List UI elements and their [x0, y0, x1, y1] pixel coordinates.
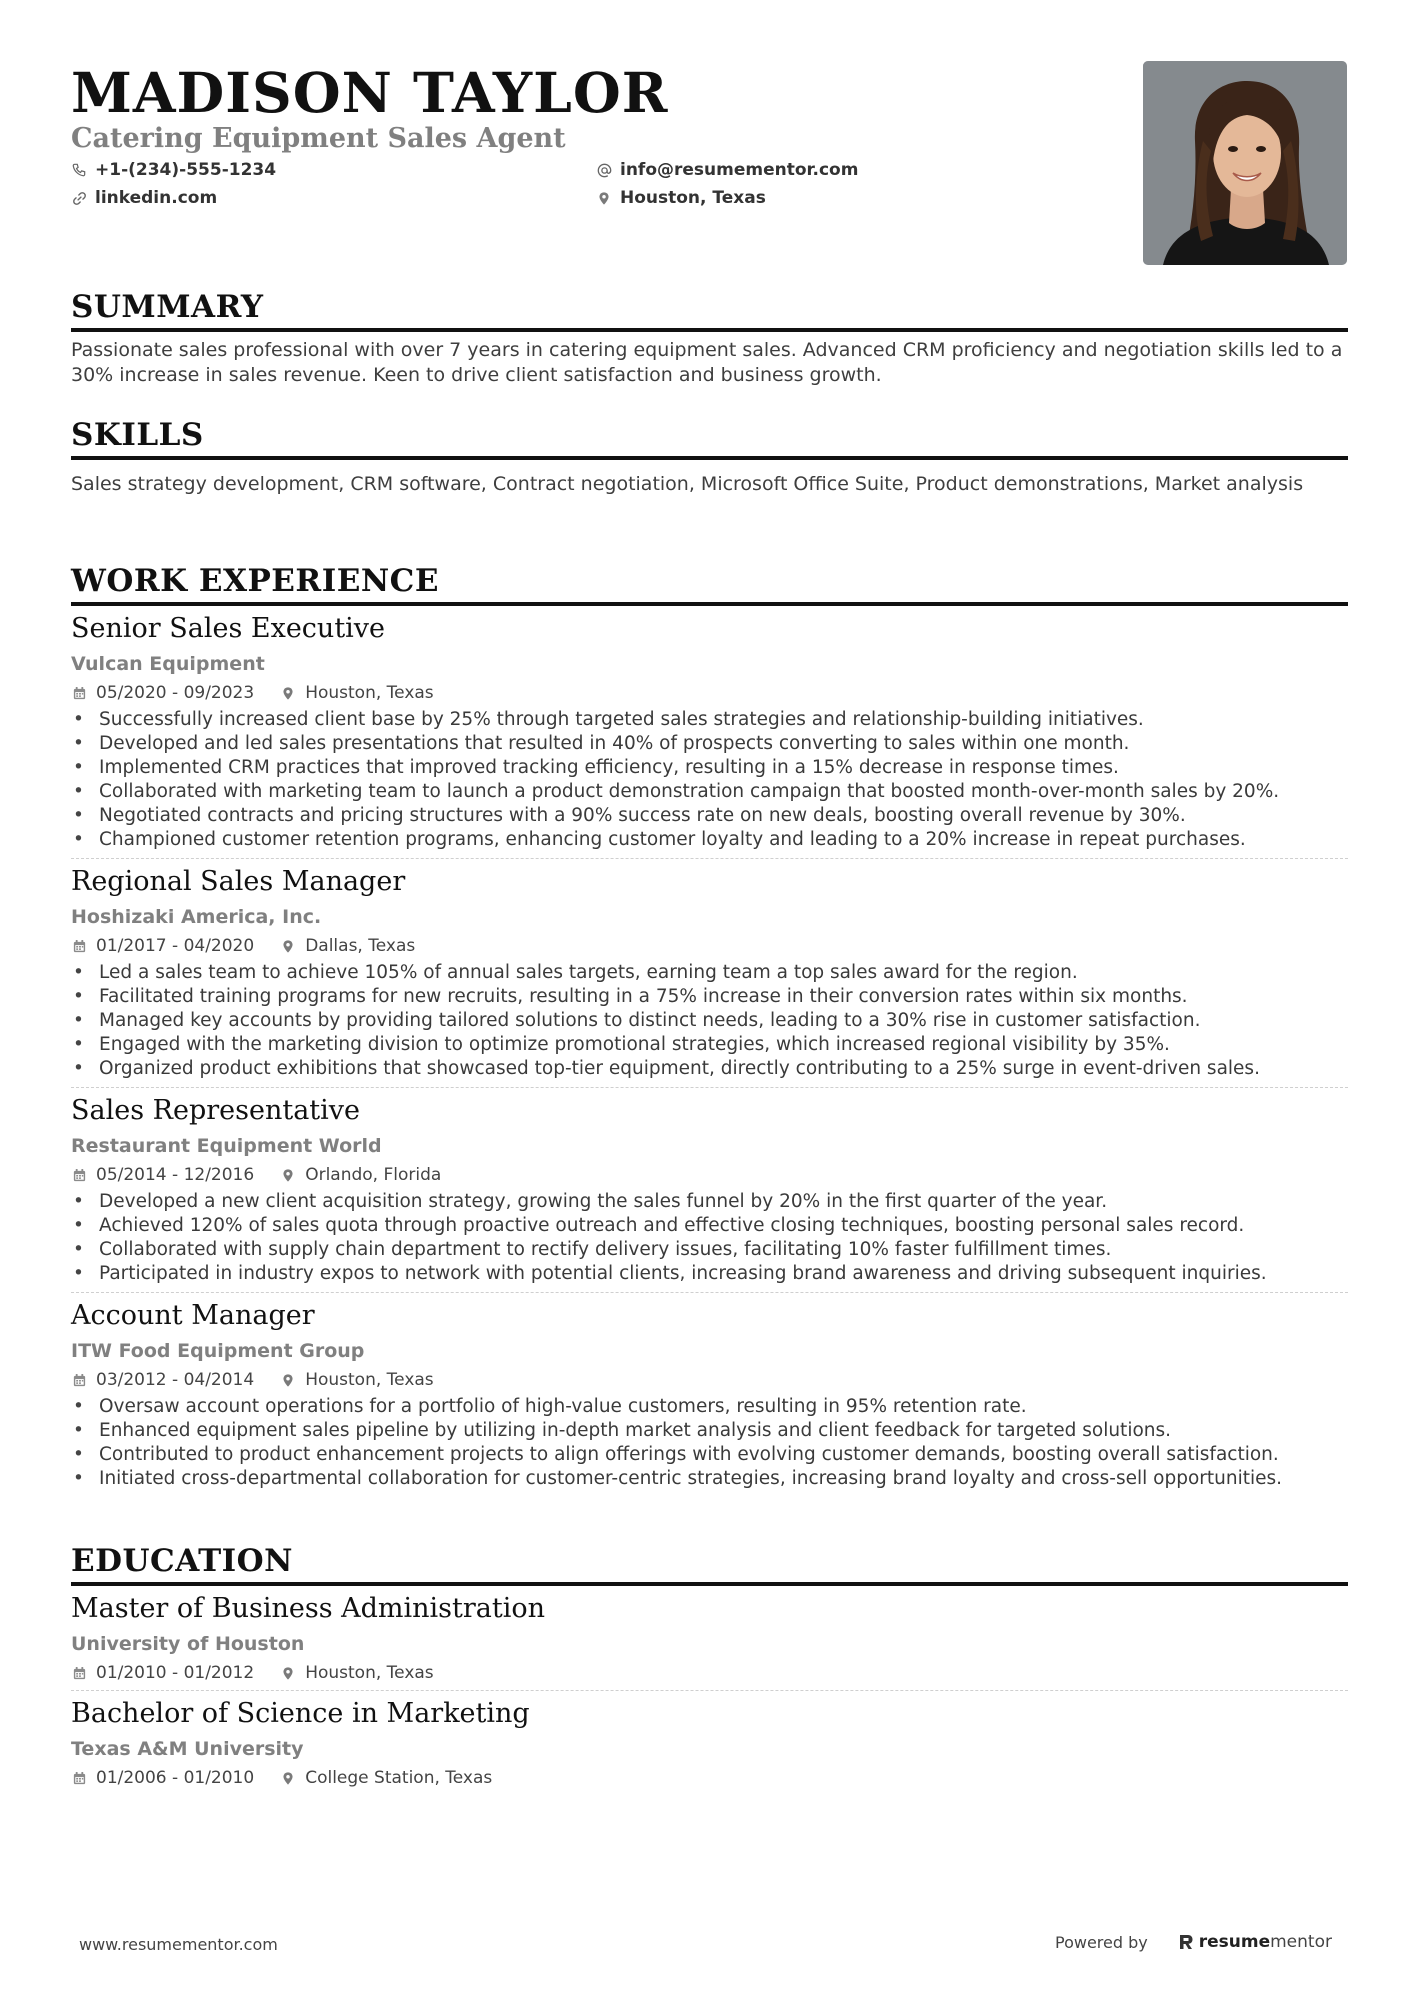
- brand-mark-icon: [1178, 1933, 1194, 1951]
- job-title: Account Manager: [71, 1300, 315, 1331]
- education-entry: [71, 1691, 1348, 1795]
- calendar-icon: [71, 1770, 87, 1786]
- bullet-item: • Engaged with the marketing division to optimize promotional strategies, which increased regional visibility by 35%.: [71, 1033, 1348, 1057]
- education-location-text: Houston, Texas: [305, 1663, 434, 1683]
- company-name: Restaurant Equipment World: [71, 1135, 382, 1157]
- bullet-item: • Championed customer retention programs, enhancing customer loyalty and leading to a 20% increase in repeat purchases.: [71, 828, 1348, 852]
- degree-title: Master of Business Administration: [71, 1593, 546, 1624]
- skills-heading: SKILLS: [71, 416, 1348, 460]
- job-dates: 05/2020 - 09/2023: [96, 683, 255, 703]
- bullet-item: • Oversaw account operations for a portfolio of high-value customers, resulting in 95% retention rate.: [71, 1395, 1348, 1419]
- summary-heading: SUMMARY: [71, 288, 1348, 332]
- education-meta: [71, 1662, 1348, 1684]
- map-pin-icon: [280, 1770, 296, 1786]
- company-name: Vulcan Equipment: [71, 653, 265, 675]
- bullet-item: • Enhanced equipment sales pipeline by utilizing in-depth market analysis and client feedback for targeted solutions.: [71, 1419, 1348, 1443]
- powered-by-label: Powered by: [1055, 1932, 1148, 1952]
- map-pin-icon: [280, 1665, 296, 1681]
- job-meta: [71, 935, 1348, 957]
- skills-text: Sales strategy development, CRM software, Contract negotiation, Microsoft Office Suite, Product demonstrations, Market analysis: [71, 473, 1304, 495]
- job-dates: 01/2017 - 04/2020: [96, 936, 255, 956]
- job-location-text: Dallas, Texas: [305, 936, 416, 956]
- calendar-icon: [71, 1372, 87, 1388]
- education-location: [280, 1767, 492, 1789]
- company-name: ITW Food Equipment Group: [71, 1340, 365, 1362]
- brand-bold: resume: [1198, 1932, 1271, 1952]
- location-text: Houston, Texas: [620, 188, 766, 208]
- job-location: [280, 682, 433, 704]
- company-name: Hoshizaki America, Inc.: [71, 906, 322, 928]
- education-dates: 01/2006 - 01/2010: [96, 1768, 255, 1788]
- profile-photo: [1143, 61, 1347, 265]
- candidate-title: Catering Equipment Sales Agent: [71, 123, 566, 154]
- education-entry: [71, 1586, 1348, 1691]
- job-location: [280, 1369, 433, 1391]
- job-title: Sales Representative: [71, 1095, 361, 1126]
- header: [71, 60, 1348, 208]
- job-meta: [71, 682, 1348, 704]
- map-pin-icon: [280, 1167, 296, 1183]
- footer: [0, 1932, 1410, 1962]
- map-pin-icon: [280, 1372, 296, 1388]
- job-meta: [71, 1369, 1348, 1391]
- job-entry: [71, 859, 1348, 1088]
- contact-email: [596, 160, 996, 180]
- bullet-item: • Successfully increased client base by 25% through targeted sales strategies and relationship-building initiatives.: [71, 708, 1348, 732]
- phone-text: +1-(234)-555-1234: [95, 160, 277, 180]
- map-pin-icon: [596, 190, 612, 206]
- experience-heading: WORK EXPERIENCE: [71, 562, 1348, 606]
- contact-location: [596, 188, 996, 208]
- at-icon: [596, 162, 612, 178]
- bullet-item: • Negotiated contracts and pricing structures with a 90% success rate on new deals, boosting overall revenue by 30%.: [71, 804, 1348, 828]
- contact-phone: [71, 160, 596, 180]
- job-bullets: [71, 1395, 1348, 1491]
- job-bullets: [71, 1190, 1348, 1286]
- education-heading: EDUCATION: [71, 1542, 1348, 1586]
- bullet-item: • Managed key accounts by providing tailored solutions to distinct needs, leading to a 30% rise in customer satisfaction.: [71, 1009, 1348, 1033]
- candidate-name: MADISON TAYLOR: [71, 60, 669, 125]
- job-dates: 03/2012 - 04/2014: [96, 1370, 255, 1390]
- calendar-icon: [71, 1167, 87, 1183]
- phone-icon: [71, 162, 87, 178]
- job-dates: 05/2014 - 12/2016: [96, 1165, 255, 1185]
- link-icon: [71, 190, 87, 206]
- map-pin-icon: [280, 938, 296, 954]
- job-entry: [71, 606, 1348, 859]
- skills-section: [71, 416, 1348, 497]
- bullet-item: • Developed a new client acquisition strategy, growing the sales funnel by 20% in the first quarter of the year.: [71, 1190, 1348, 1214]
- education-location: [280, 1662, 433, 1684]
- bullet-item: • Collaborated with supply chain department to rectify delivery issues, facilitating 10% faster fulfillment times.: [71, 1238, 1348, 1262]
- job-location-text: Orlando, Florida: [305, 1165, 442, 1185]
- job-title: Senior Sales Executive: [71, 613, 386, 644]
- map-pin-icon: [280, 685, 296, 701]
- calendar-icon: [71, 1665, 87, 1681]
- calendar-icon: [71, 685, 87, 701]
- job-title: Regional Sales Manager: [71, 866, 406, 897]
- bullet-item: • Organized product exhibitions that showcased top-tier equipment, directly contributing to a 25% surge in event-driven sales.: [71, 1057, 1348, 1081]
- school-name: University of Houston: [71, 1633, 305, 1655]
- bullet-item: • Developed and led sales presentations that resulted in 40% of prospects converting to sales within one month.: [71, 732, 1348, 756]
- job-location: [280, 1164, 441, 1186]
- bullet-item: • Led a sales team to achieve 105% of annual sales targets, earning team a top sales award for the region.: [71, 961, 1348, 985]
- bullet-item: • Participated in industry expos to network with potential clients, increasing brand awareness and driving subsequent inquiries.: [71, 1262, 1348, 1286]
- linkedin-text: linkedin.com: [95, 188, 218, 208]
- footer-website[interactable]: www.resumementor.com: [79, 1935, 278, 1954]
- job-location-text: Houston, Texas: [305, 683, 434, 703]
- bullet-item: • Achieved 120% of sales quota through proactive outreach and effective closing techniques, boosting personal sales record.: [71, 1214, 1348, 1238]
- job-location: [280, 935, 415, 957]
- education-dates: 01/2010 - 01/2012: [96, 1663, 255, 1683]
- degree-title: Bachelor of Science in Marketing: [71, 1698, 530, 1729]
- resume-page: [71, 60, 1348, 1788]
- education-meta: [71, 1767, 1348, 1789]
- job-bullets: [71, 961, 1348, 1081]
- job-location-text: Houston, Texas: [305, 1370, 434, 1390]
- brand-light: mentor: [1270, 1932, 1332, 1952]
- job-entry: [71, 1088, 1348, 1293]
- bullet-item: • Initiated cross-departmental collaboration for customer-centric strategies, increasing brand loyalty and cross-sell opportunities.: [71, 1467, 1348, 1491]
- job-meta: [71, 1164, 1348, 1186]
- contact-linkedin: [71, 188, 596, 208]
- job-entry: [71, 1293, 1348, 1497]
- email-text: info@resumementor.com: [620, 160, 859, 180]
- experience-section: [71, 562, 1348, 1497]
- bullet-item: • Facilitated training programs for new recruits, resulting in a 75% increase in their conversion rates within six months.: [71, 985, 1348, 1009]
- bullet-item: • Implemented CRM practices that improved tracking efficiency, resulting in a 15% decrease in response times.: [71, 756, 1348, 780]
- bullet-item: • Collaborated with marketing team to launch a product demonstration campaign that boosted month-over-month sales by 20%.: [71, 780, 1348, 804]
- summary-section: [71, 288, 1348, 388]
- job-bullets: [71, 708, 1348, 852]
- footer-powered: [1055, 1932, 1332, 1952]
- brand-logo[interactable]: [1178, 1932, 1332, 1952]
- education-location-text: College Station, Texas: [305, 1768, 493, 1788]
- education-section: [71, 1542, 1348, 1795]
- summary-text: Passionate sales professional with over 7 years in catering equipment sales. Advanced CRM proficiency and negotiation skills led to a 30% increase in sales revenue. Keen to drive client satisfaction and business growth.: [71, 339, 1343, 386]
- school-name: Texas A&M University: [71, 1738, 304, 1760]
- bullet-item: • Contributed to product enhancement projects to align offerings with evolving customer demands, boosting overall satisfaction.: [71, 1443, 1348, 1467]
- calendar-icon: [71, 938, 87, 954]
